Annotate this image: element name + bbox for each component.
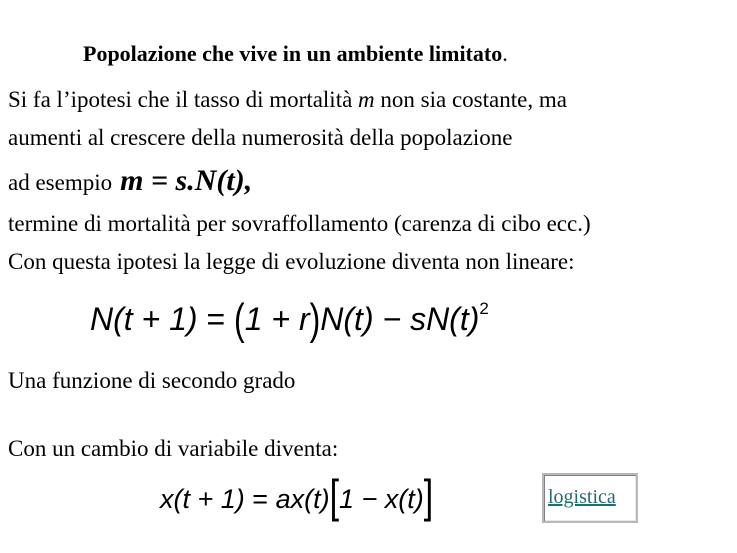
eq1-inner: 1 + r (244, 301, 310, 337)
second-degree-text: Una funzione di secondo grado (8, 368, 296, 393)
eq1-exponent: 2 (479, 299, 489, 319)
mortality-formula: m = s.N(t), (120, 164, 253, 197)
title-dot: . (502, 41, 508, 66)
example-label: ad esempio (8, 170, 113, 195)
eq2-mid: ax(t) (275, 484, 330, 514)
equation-logistic (160, 471, 434, 523)
eq1-lhs: N(t + 1) (90, 301, 198, 337)
eq1-rhs: N(t) − sN(t) (320, 301, 480, 337)
intro-line-2: aumenti al crescere della numerosità della popolazione (8, 125, 513, 150)
eq2-open-bracket: [ (329, 471, 340, 523)
intro-line-1-part-a: Si fa l’ipotesi che il tasso di mortalità (8, 87, 359, 112)
page-title (83, 41, 508, 67)
change-variable-text: Con un cambio di variabile diventa: (8, 436, 339, 461)
intro-line-1 (8, 88, 567, 111)
eq2-inner: 1 − x(t) (339, 484, 424, 514)
eq1-open-paren: ( (234, 294, 245, 344)
mortality-symbol: m (358, 87, 375, 112)
title-text: Popolazione che vive in un ambiente limitato (83, 41, 503, 66)
eq1-equals: = (197, 301, 235, 337)
eq2-equals: = (244, 484, 276, 514)
intro-line-5: Con questa ipotesi la legge di evoluzione diventa non lineare: (8, 249, 575, 274)
logistica-link-button[interactable] (542, 473, 638, 523)
logistica-link[interactable]: logistica (548, 486, 616, 508)
eq2-close-bracket: ] (423, 471, 434, 523)
eq2-lhs: x(t + 1) (160, 484, 245, 514)
eq1-close-paren: ) (309, 294, 321, 344)
intro-line-4: termine di mortalità per sovraffollamento (carenza di cibo ecc.) (8, 211, 591, 236)
intro-line-1-part-b: non sia costante, ma (374, 87, 567, 112)
equation-nonlinear (90, 294, 489, 344)
intro-line-3 (8, 166, 252, 196)
